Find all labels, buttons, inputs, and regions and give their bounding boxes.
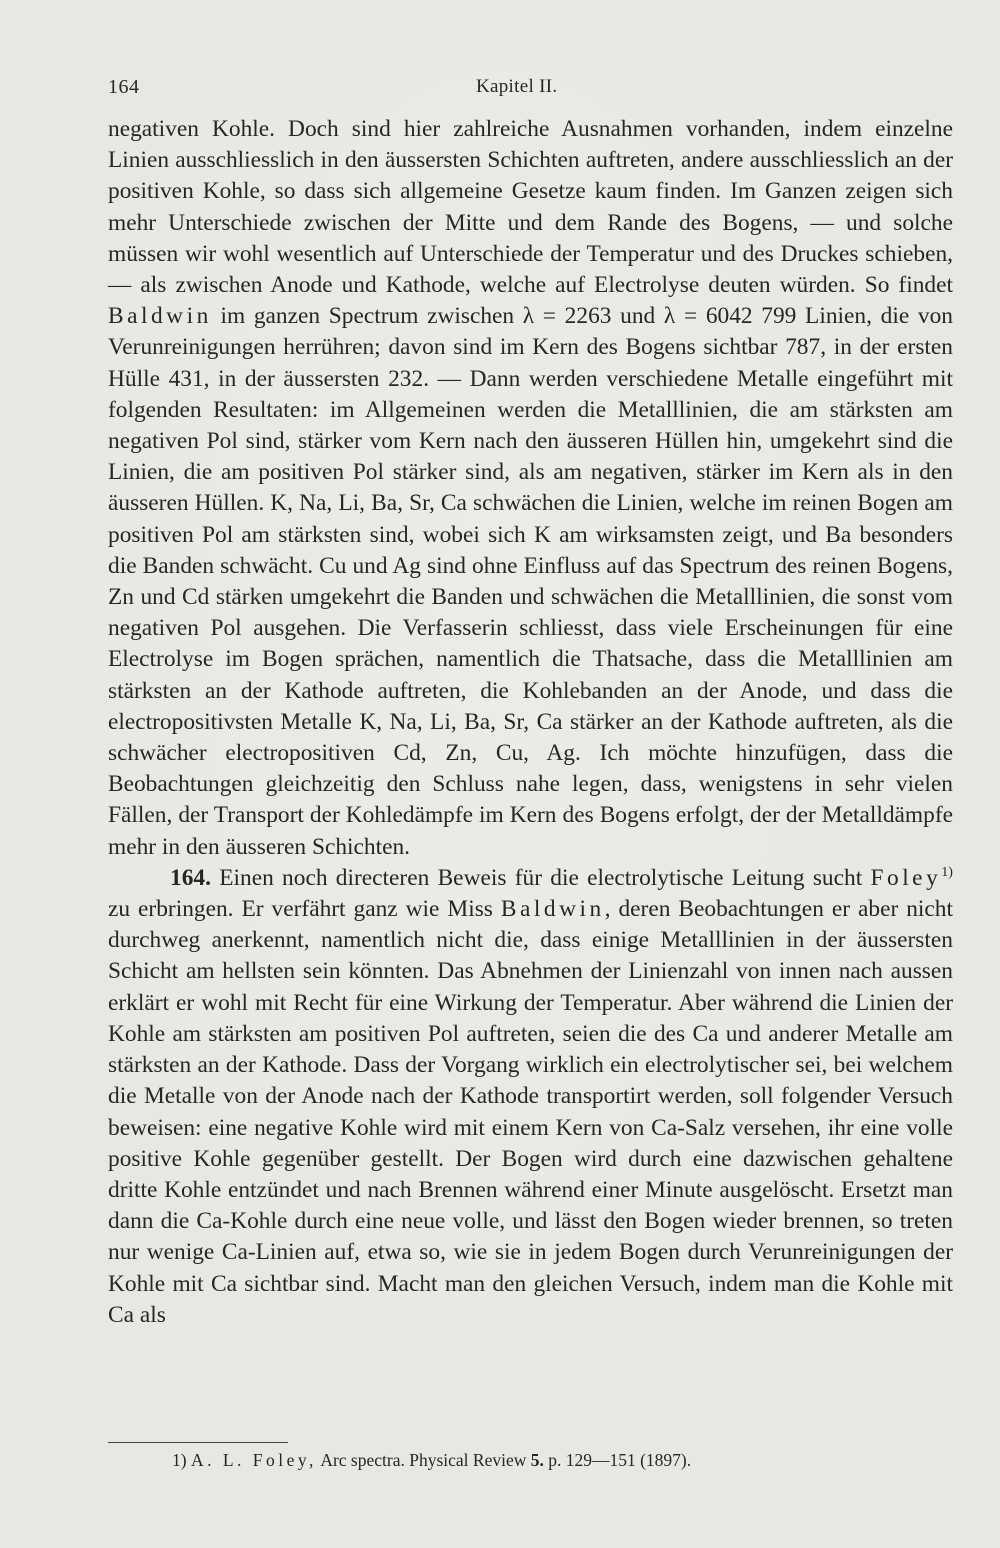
paragraph-text: zu erbringen. Er verfährt ganz wie Miss bbox=[108, 896, 493, 923]
author-name-baldwin: Baldwin bbox=[500, 896, 605, 923]
footnote-author: A. L. Foley, bbox=[190, 1450, 317, 1470]
author-name-foley: Foley bbox=[870, 864, 942, 891]
footnote-volume: 5. bbox=[530, 1450, 544, 1470]
page-header bbox=[108, 76, 948, 106]
footnote bbox=[172, 1449, 691, 1471]
footnote-text: p. 129—151 (1897). bbox=[548, 1450, 692, 1470]
author-name-baldwin: Baldwin bbox=[108, 303, 212, 330]
running-head: Kapitel II. bbox=[476, 76, 558, 97]
footnote-text: Arc spectra. Physical Review bbox=[320, 1450, 527, 1470]
body-text bbox=[108, 114, 953, 1331]
footnote-marker: 1) bbox=[172, 1450, 187, 1470]
paragraph-text: im ganzen Spectrum zwischen λ = 2263 und λ = 6042 799 Linien, die von Verunreinigungen herrühren; davon sind im Kern des Bogens sichtbar 787, in der ersten Hülle 431, in der äussersten 232. — Dann werden verschiedene Metalle eingeführt mit folgenden Resultaten: im Allgemeinen werden die Metalllinien, die am stärksten am negativen Pol sind, stärker vom Kern nach den äusseren Hüllen hin, umgekehrt sind die Linien, die am positiven Pol stärker sind, als am negativen, stärker im Kern als in den äusseren Hüllen. K, Na, Li, Ba, Sr, Ca schwächen die Linien, welche im reinen Bogen am positiven Pol am stärksten sind, wobei sich K am wirksamsten zeigt, und Ba besonders die Banden schwächt. Cu und Ag sind ohne Einfluss auf das Spectrum des reinen Bogens, Zn und Cd stärken umgekehrt die Banden und schwächen die Metalllinien, die sonst vom negativen Pol ausgehen. Die Verfasserin schliesst, dass viele Erscheinungen für eine Electrolyse im Bogen sprächen, namentlich die Thatsache, dass die Metalllinien am stärksten an der Kathode auftreten, die Kohlebanden an der Anode, und dass die electropositivsten Metalle K, Na, Li, Ba, Sr, Ca stärker an der Kathode auftreten, als die schwächer electropositiven Cd, Zn, Cu, Ag. Ich möchte hinzufügen, dass die Beobachtungen gleichzeitig den Schluss nahe legen, dass, wenigstens in sehr vielen Fällen, der Transport der Kohledämpfe im Kern des Bogens erfolgt, der der Metalldämpfe mehr in den äusseren Schichten. bbox=[108, 303, 953, 860]
footnote-divider bbox=[108, 1442, 288, 1443]
page-number: 164 bbox=[108, 76, 140, 98]
paragraph-text: negativen Kohle. Doch sind hier zahlreiche Ausnahmen vorhanden, indem einzelne Linien ausschliesslich in den äussersten Schichten auftreten, andere ausschliesslich an der positiven Kohle, so dass sich allgemeine Gesetze kaum finden. Im Ganzen zeigen sich mehr Unterschiede zwischen der Mitte und dem Rande des Bogens, — und solche müssen wir wohl wesentlich auf Unterschiede der Temperatur und des Druckes schieben, — als zwischen Anode und Kathode, welche auf Electrolyse deuten würden. So findet bbox=[108, 116, 953, 299]
paragraph-text: , deren Beobachtungen er aber nicht durchweg anerkennt, namentlich nicht die, dass einige Metalllinien in der äussersten Schicht am hellsten sein könnten. Das Abnehmen der Linienzahl von innen nach aussen erklärt er wohl mit Recht für eine Wirkung der Temperatur. Aber während die Linien der Kohle am stärksten am positiven Pol auftreten, seien die des Ca und anderer Metalle am stärksten an der Kathode. Dass der Vorgang wirklich ein electrolytischer sei, bei welchem die Metalle von der Anode nach der Kathode transportirt werden, soll folgender Versuch beweisen: eine negative Kohle wird mit einem Kern von Ca-Salz versehen, ihr eine volle positive Kohle gegenüber gestellt. Der Bogen wird durch eine dazwischen gehaltene dritte Kohle entzündet und nach Brennen während einer Minute ausgelöscht. Ersetzt man dann die Ca-Kohle durch eine neue volle, und lässt den Bogen wieder brennen, so treten nur wenige Ca-Linien auf, etwa so, wie sie in jedem Bogen durch Verunreinigungen der Kohle mit Ca sichtbar sind. Macht man den gleichen Versuch, indem man die Kohle mit Ca als bbox=[108, 896, 953, 1328]
paragraph-text: Einen noch directeren Beweis für die electrolytische Leitung sucht bbox=[219, 864, 863, 891]
paragraph-section-164 bbox=[108, 863, 953, 1331]
paragraph-continued bbox=[108, 114, 953, 863]
footnote-reference[interactable]: 1) bbox=[941, 864, 953, 881]
section-number: 164. bbox=[170, 864, 211, 891]
